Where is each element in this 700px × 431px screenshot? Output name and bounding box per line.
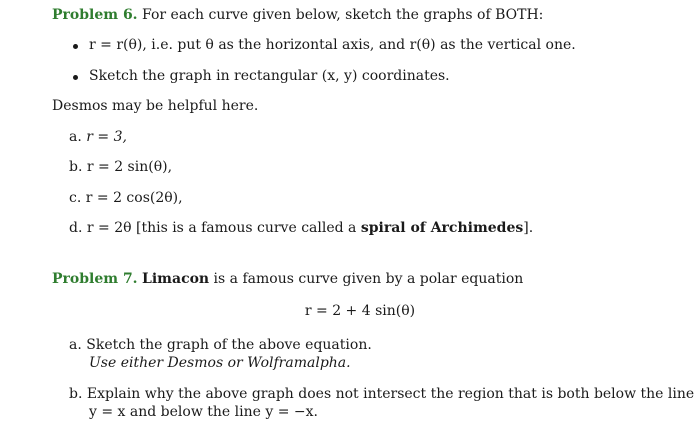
problem-7-label: Problem 7.: [52, 271, 138, 287]
problem-6-item-d: [69, 219, 533, 237]
problem-6-heading: [52, 6, 543, 24]
problem-7-item-a-subtext: Use either Desmos or Wolframalpha.: [89, 355, 351, 371]
item-bold-term: spiral of Archimedes: [360, 220, 524, 236]
item-marker: b.: [69, 386, 83, 402]
item-marker: d.: [69, 220, 83, 236]
problem-6-bullet-1: r = r(θ), i.e. put θ as the horizontal axis, and r(θ) as the vertical one.: [89, 37, 576, 53]
problem-6-item-a: [69, 128, 127, 146]
bullet-icon: [73, 44, 78, 49]
item-marker: a.: [69, 129, 82, 145]
problem-6-bullet-2: Sketch the graph in rectangular (x, y) coordinates.: [89, 68, 450, 84]
problem-6-item-b: [69, 158, 172, 176]
problem-7-intro-rest: is a famous curve given by a polar equation: [209, 271, 524, 287]
item-marker: b.: [69, 159, 83, 175]
bullet-icon: [73, 75, 78, 80]
problem-7-intro-bold: Limacon: [142, 271, 210, 287]
problem-7-item-b-line-2: y = x and below the line y = −x.: [89, 404, 318, 420]
item-text: Sketch the graph of the above equation.: [86, 337, 372, 353]
item-marker: a.: [69, 337, 82, 353]
item-text: r = 2 cos(2θ),: [85, 190, 183, 206]
item-marker: c.: [69, 190, 82, 206]
problem-6-note: Desmos may be helpful here.: [52, 98, 259, 114]
item-text: r = 2 sin(θ),: [86, 159, 173, 175]
item-text: r = 3,: [86, 129, 127, 145]
item-text-after: ].: [523, 220, 534, 236]
problem-6-intro: For each curve given below, sketch the graphs of BOTH:: [142, 7, 544, 23]
problem-6-label: Problem 6.: [52, 7, 138, 23]
problem-7-equation: r = 2 + 4 sin(θ): [304, 303, 416, 319]
problem-6-item-c: [69, 189, 183, 207]
item-text: Explain why the above graph does not intersect the region that is both below the line: [86, 386, 695, 402]
problem-7-heading: [52, 270, 523, 288]
item-text-before: r = 2θ [this is a famous curve called a: [86, 220, 361, 236]
problem-7-item-a: [69, 336, 372, 354]
problem-7-item-b: [69, 385, 694, 403]
